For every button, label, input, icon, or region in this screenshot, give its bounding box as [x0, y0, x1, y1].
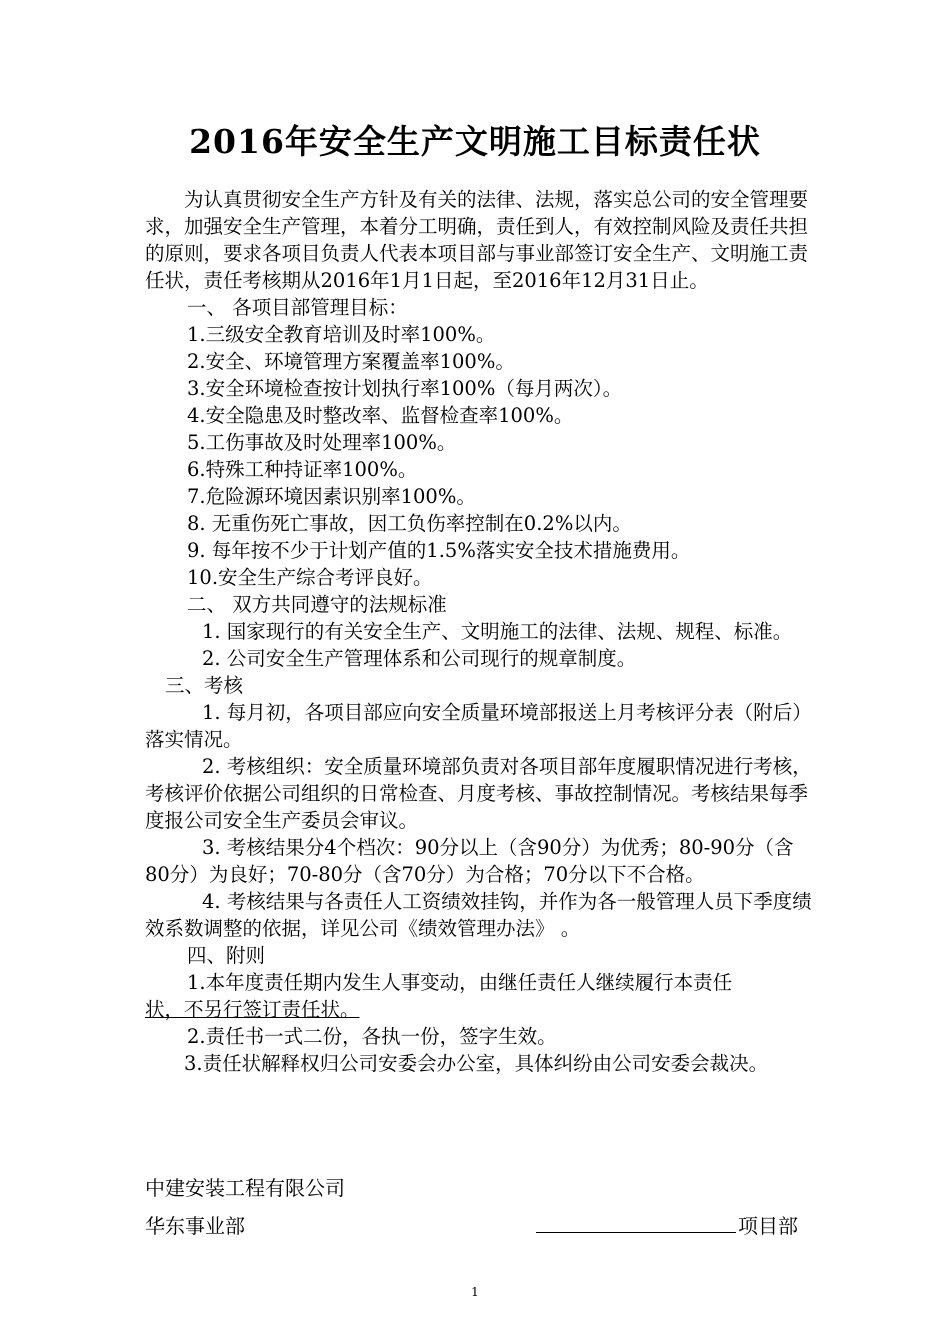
- section1-item: 10.安全生产综合考评良好。: [187, 566, 433, 589]
- section1-item: 4.安全隐患及时整改率、监督检查率100%。: [187, 404, 574, 427]
- intro-paragraph: 为认真贯彻安全生产方针及有关的法律、法规，落实总公司的安全管理要求，加强安全生产管理，本着分工明确，责任到人，有效控制风险及责任共担的原则，要求各项目负责人代表本项目部与事业部签订安全生产、文明施工责任状，责任考核期从2016年1月1日起，至2016年12月31日止。: [145, 188, 809, 292]
- underlined-text: 状，不另行签订责任状。: [145, 998, 360, 1021]
- section1-item: 8. 无重伤死亡事故，因工负伤率控制在0.2%以内。: [187, 512, 632, 535]
- section1-item: 7.危险源环境因素识别率100%。: [187, 485, 476, 508]
- section4-item-1-cont: [145, 996, 813, 1023]
- section1-item: 3.安全环境检查按计划执行率100%（每月两次）。: [187, 377, 623, 400]
- section1-item: 9. 每年按不少于计划产值的1.5%落实安全技术措施费用。: [187, 539, 691, 562]
- section3-item: 4. 考核结果与各责任人工资绩效挂钩，并作为各一般管理人员下季度绩效系数调整的依据，详见公司《绩效管理办法》 。: [145, 890, 812, 940]
- section1-item: 2.安全、环境管理方案覆盖率100%。: [187, 350, 515, 373]
- section1-heading: 一、 各项目部管理目标：: [187, 296, 408, 319]
- page-number: 1: [471, 1285, 479, 1299]
- section2-heading: 二、 双方共同遵守的法规标准: [187, 593, 447, 616]
- division-name: 华东事业部: [145, 1214, 245, 1238]
- section3-item: 2. 考核组织：安全质量环境部负责对各项目部年度履职情况进行考核，考核评价依据公司组织的日常检查、月度考核、事故控制情况。考核结果每季度报公司安全生产委员会审议。: [145, 755, 812, 832]
- section1-item: 6.特殊工种持证率100%。: [187, 458, 418, 481]
- document-body: [145, 186, 813, 1077]
- section1-item: 1.三级安全教育培训及时率100%。: [187, 323, 496, 346]
- section2-item: 1. 国家现行的有关安全生产、文明施工的法律、法规、规程、标准。: [202, 620, 793, 643]
- section3-heading: 三、考核: [165, 674, 244, 697]
- section4-item-2: 2.责任书一式二份，各执一份，签字生效。: [187, 1025, 557, 1048]
- section1-item: 5.工伤事故及时处理率100%。: [187, 431, 457, 454]
- section4-item-3: 3.责任状解释权归公司安委会办公室，具体纠纷由公司安委会裁决。: [184, 1052, 769, 1075]
- project-dept-label: 项目部: [738, 1214, 798, 1238]
- section4-heading: 四、附则: [187, 944, 266, 967]
- section3-item: 1. 每月初，各项目部应向安全质量环境部报送上月考核评分表（附后）落实情况。: [145, 701, 812, 751]
- signature-blank-line[interactable]: [536, 1232, 736, 1233]
- company-name: 中建安装工程有限公司: [145, 1176, 345, 1200]
- section3-item: 3. 考核结果分4个档次：90分以上（含90分）为优秀；80-90分（含80分）为良好；70-80分（含70分）为合格；70分以下不合格。: [145, 836, 794, 886]
- section2-item: 2. 公司安全生产管理体系和公司现行的规章制度。: [202, 647, 637, 670]
- section4-item-1: 1.本年度责任期内发生人事变动，由继任责任人继续履行本责任: [187, 971, 733, 994]
- document-title: 2016年安全生产文明施工目标责任状: [189, 122, 761, 161]
